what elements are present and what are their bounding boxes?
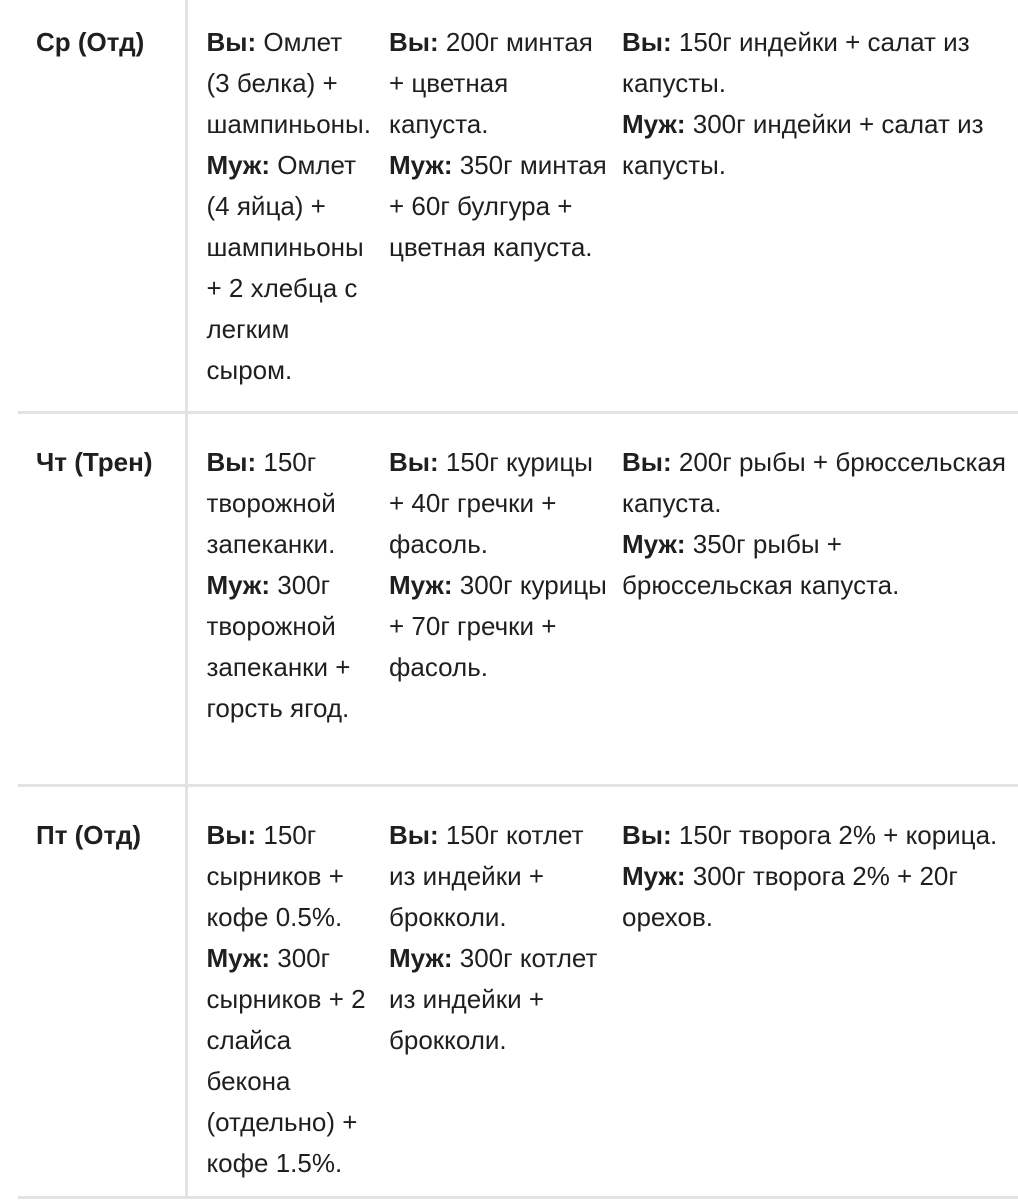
meal-cell	[186, 785, 378, 1197]
you-portion: Вы: 150г индейки + салат из капусты.	[622, 27, 970, 98]
husband-portion: Муж: 300г сырников + 2 слайса бекона (отдельно) + кофе 1.5%.	[206, 942, 366, 1178]
meal-cell	[621, 0, 1018, 412]
meal-cell	[186, 412, 378, 785]
meal-cell	[186, 0, 378, 412]
day-cell: Ср (Отд)	[18, 0, 186, 412]
you-portion: Вы: 150г творога 2% + корица.	[622, 819, 998, 850]
husband-portion: Муж: 300г творога 2% + 20г орехов.	[622, 860, 958, 932]
you-portion: Вы: 150г творожной запеканки.	[206, 446, 336, 559]
husband-portion: Муж: 300г котлет из индейки + брокколи.	[389, 942, 598, 1055]
meal-cell	[621, 785, 1018, 1197]
meal-cell	[621, 412, 1018, 785]
meal-cell	[378, 412, 621, 785]
day-cell: Чт (Трен)	[18, 412, 186, 785]
you-portion: Вы: 150г котлет из индейки + брокколи.	[389, 819, 584, 932]
husband-portion: Муж: 300г творожной запеканки + горсть ягод.	[206, 569, 351, 723]
table-row	[18, 785, 1018, 1197]
you-portion: Вы: Омлет (3 белка) + шампиньоны.	[206, 27, 371, 139]
meal-plan-table	[18, 0, 1018, 1199]
day-cell: Пт (Отд)	[18, 785, 186, 1197]
husband-portion: Муж: 350г минтая + 60г булгура + цветная капуста.	[389, 150, 607, 262]
you-portion: Вы: 200г минтая + цветная капуста.	[389, 27, 593, 139]
table-row	[18, 412, 1018, 785]
husband-portion: Муж: 350г рыбы + брюссельская капуста.	[622, 528, 900, 600]
you-portion: Вы: 150г курицы + 40г гречки + фасоль.	[389, 446, 593, 559]
husband-portion: Муж: 300г курицы + 70г гречки + фасоль.	[389, 569, 607, 682]
you-portion: Вы: 200г рыбы + брюссельская капуста.	[622, 446, 1006, 518]
husband-portion: Муж: 300г индейки + салат из капусты.	[622, 109, 984, 180]
husband-portion: Муж: Омлет (4 яйца) + шампиньоны + 2 хлебца с легким сыром.	[206, 150, 364, 385]
you-portion: Вы: 150г сырников + кофе 0.5%.	[206, 819, 344, 932]
table-row	[18, 0, 1018, 412]
meal-cell	[378, 0, 621, 412]
meal-cell	[378, 785, 621, 1197]
